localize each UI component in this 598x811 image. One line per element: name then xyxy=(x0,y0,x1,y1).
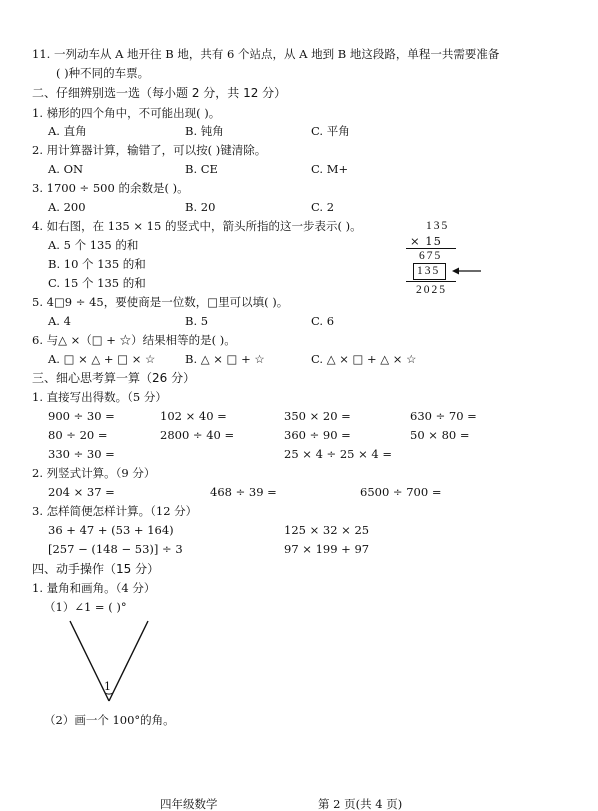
s2-q4-option-a: A. 5 个 135 的和 xyxy=(48,238,139,252)
s2-q1-option-c: C. 平角 xyxy=(311,124,350,138)
s2-q6-option-a: A. □ × △ + □ × ☆ xyxy=(48,352,156,366)
s2-q2-option-c: C. M+ xyxy=(311,162,349,176)
s2-q1-stem: 1. 梯形的四个角中，不可能出现( )。 xyxy=(32,106,221,120)
s2-q5-option-c: C. 6 xyxy=(311,314,335,328)
vertical-row-multiplier: × 15 xyxy=(410,234,442,248)
s4-p1-sub1: （1）∠1 = ( )° xyxy=(44,600,127,614)
calc-item: 630 ÷ 70 = xyxy=(410,409,477,423)
calc-item: 25 × 4 ÷ 25 × 4 = xyxy=(284,447,393,461)
s2-q4-option-c: C. 15 个 135 的和 xyxy=(48,276,146,290)
calc-item: 360 ÷ 90 = xyxy=(284,428,351,442)
s3-p1-title: 1. 直接写出得数。（5 分） xyxy=(32,390,167,404)
calc-item: 350 × 20 = xyxy=(284,409,351,423)
vertical-row-result: 2025 xyxy=(416,284,447,296)
s3-p3-title: 3. 怎样简便怎样计算。（12 分） xyxy=(32,504,198,518)
arrow-icon xyxy=(450,264,482,278)
calc-item: 330 ÷ 30 = xyxy=(48,447,115,461)
calc-item: 80 ÷ 20 = xyxy=(48,428,108,442)
s4-p1-title: 1. 量角和画角。（4 分） xyxy=(32,581,156,595)
vertical-row-partial-2: 135 xyxy=(417,265,441,277)
s2-q3-option-b: B. 20 xyxy=(185,200,216,214)
s2-q2-option-a: A. ON xyxy=(48,162,84,176)
s2-q1-option-a: A. 直角 xyxy=(48,124,87,138)
calc-item: 50 × 80 = xyxy=(410,428,470,442)
s2-q5-stem: 5. 4□9 ÷ 45，要使商是一位数，□里可以填( )。 xyxy=(32,295,289,309)
section4-title: 四、动手操作（15 分） xyxy=(32,562,160,576)
simplify-item: [257 − (148 − 53)] ÷ 3 xyxy=(48,542,183,556)
vertical-line-2 xyxy=(406,281,456,282)
s2-q5-option-b: B. 5 xyxy=(185,314,209,328)
s2-q2-stem: 2. 用计算器计算，输错了，可以按( )键清除。 xyxy=(32,143,267,157)
vertical-calc-item: 6500 ÷ 700 = xyxy=(360,485,442,499)
angle-label: 1 xyxy=(104,680,111,693)
footer-subject: 四年级数学 xyxy=(160,797,218,811)
s2-q6-option-c: C. △ × □ + △ × ☆ xyxy=(311,352,417,366)
calc-item: 102 × 40 = xyxy=(160,409,227,423)
calc-item: 2800 ÷ 40 = xyxy=(160,428,235,442)
s2-q3-option-c: C. 2 xyxy=(311,200,335,214)
footer-page-number: 第 2 页(共 4 页) xyxy=(318,797,403,811)
q11-line1: 11. 一列动车从 A 地开往 B 地，共有 6 个站点，从 A 地到 B 地这段路，单程一共需要准备 xyxy=(32,47,500,61)
simplify-item: 97 × 199 + 97 xyxy=(284,542,370,556)
s2-q1-option-b: B. 钝角 xyxy=(185,124,224,138)
calc-item: 900 ÷ 30 = xyxy=(48,409,115,423)
vertical-row-multiplicand: 135 xyxy=(426,220,450,232)
s2-q6-option-b: B. △ × □ + ☆ xyxy=(185,352,265,366)
s4-p1-sub2: （2）画一个 100°的角。 xyxy=(44,713,175,727)
s2-q3-option-a: A. 200 xyxy=(48,200,86,214)
s2-q3-stem: 3. 1700 ÷ 500 的余数是( )。 xyxy=(32,181,189,195)
simplify-item: 125 × 32 × 25 xyxy=(284,523,370,537)
s2-q4-stem: 4. 如右图，在 135 × 15 的竖式中，箭头所指的这一步表示( )。 xyxy=(32,219,362,233)
q11-line2: ( )种不同的车票。 xyxy=(56,66,150,80)
section3-title: 三、细心思考算一算（26 分） xyxy=(32,371,196,385)
section2-title: 二、仔细辨别选一选（每小题 2 分，共 12 分） xyxy=(32,86,287,100)
s2-q4-option-b: B. 10 个 135 的和 xyxy=(48,257,146,271)
s2-q5-option-a: A. 4 xyxy=(48,314,71,328)
vertical-row-partial-1: 675 xyxy=(419,250,443,262)
simplify-item: 36 + 47 + (53 + 164) xyxy=(48,523,174,537)
vertical-calc-item: 204 × 37 = xyxy=(48,485,115,499)
s2-q6-stem: 6. 与△ ×（□ + ☆）结果相等的是( )。 xyxy=(32,333,236,347)
s2-q2-option-b: B. CE xyxy=(185,162,218,176)
vertical-calc-item: 468 ÷ 39 = xyxy=(210,485,277,499)
s3-p2-title: 2. 列竖式计算。（9 分） xyxy=(32,466,156,480)
